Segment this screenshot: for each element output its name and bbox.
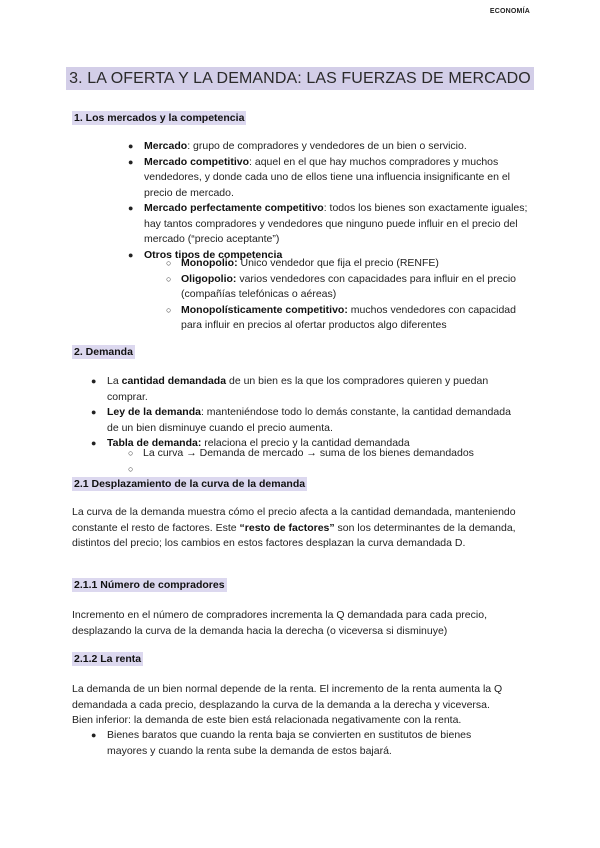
bullet-icon: ● [128, 141, 134, 151]
circle-bullet-icon: ○ [166, 304, 172, 315]
list-item [128, 462, 523, 478]
s2-list [91, 374, 517, 452]
bullet-icon: ● [91, 438, 97, 448]
bullet-icon: ● [128, 249, 134, 260]
section-heading-compradores: 2.1.1 Número de compradores [74, 579, 225, 591]
definition: Bienes baratos que cuando la renta baja se convierten en sustitutos de bienes mayores y cuando la renta sube la demanda de estos bajará. [107, 729, 472, 757]
definition: relaciona el precio y la cantidad demandada [201, 437, 410, 449]
section-heading-renta: 2.1.2 La renta [74, 653, 142, 665]
bullet-icon: ● [91, 407, 97, 417]
definition: varios vendedores con capacidades para influir en el precio (compañías telefónicas o aéreas) [181, 272, 516, 300]
term: cantidad demandada [121, 375, 227, 387]
definition: muchos vendedores con capacidad para influir en precios al ofertar productos algo diferentes [181, 303, 516, 331]
s1-sublist [166, 256, 526, 334]
definition: La curva → Demanda de mercado → suma de los bienes demandados [143, 447, 474, 459]
list-item [128, 201, 529, 248]
list-item [128, 446, 523, 462]
definition: : grupo de compradores y vendedores de un bien o servicio. [187, 140, 467, 152]
list-item [166, 256, 526, 272]
header-tag: ECONOMÍA [489, 8, 530, 15]
paragraph-compradores: Incremento en el número de compradores incrementa la Q demandada para cada precio, desplazando la curva de la demanda hacia la derecha (o viceversa si disminuye) [72, 609, 487, 637]
term: Monopolio: [181, 257, 238, 269]
term: Ley de la demanda [107, 406, 201, 418]
section-heading-desplazamiento: 2.1 Desplazamiento de la curva de la demanda [74, 478, 306, 490]
term: Oligopolio: [181, 272, 237, 285]
definition: : aquel en el que hay muchos compradores y muchos vendedores, y donde cada uno de ellos tiene una influencia insignificante en el precio de mercado. [144, 155, 511, 199]
bullet-icon: ● [91, 730, 97, 740]
list-item [91, 728, 512, 759]
definition: de un bien es la que los compradores quieren y puedan comprar. [107, 375, 489, 403]
bullet-icon: ● [128, 203, 134, 213]
bullet-icon: ● [128, 156, 134, 167]
paragraph-renta-normal: La demanda de un bien normal depende de la renta. El incremento de la renta aumenta la Q demandada a cada precio, desplazando la curva de la demanda a la derecha y viceversa. [72, 683, 503, 711]
definition: : manteniéndose todo lo demás constante, la cantidad demandada de un bien disminuye cuando el precio aumenta. [107, 406, 511, 434]
term: Otros tipos de competencia [144, 248, 283, 261]
s2-sublist [128, 446, 523, 477]
circle-bullet-icon: ○ [128, 463, 134, 474]
list-item [166, 303, 526, 334]
s1-list [128, 139, 529, 263]
section-heading-demanda: 2. Demanda [74, 346, 133, 358]
paragraph-desplazamiento: La curva de la demanda muestra cómo el precio afecta a la cantidad demandada, manteniendo constante el resto de factores. Este “resto de factores” son los determinantes de la demanda, distintos del precio; los cambios en estos factores desplazan la curva demandada D. [72, 506, 516, 549]
circle-bullet-icon: ○ [128, 448, 134, 458]
definition: Único vendedor que fija el precio (RENFE) [237, 257, 439, 269]
paragraph-bien-inferior: Bien inferior: la demanda de este bien está relacionada negativamente con la renta. [72, 714, 462, 726]
list-item [91, 405, 517, 436]
term: Mercado competitivo [144, 155, 250, 168]
circle-bullet-icon: ○ [166, 273, 172, 284]
circle-bullet-icon: ○ [166, 258, 172, 268]
definition: : todos los bienes son exactamente iguales; hay tantos compradores y vendedores que ninguno puede influir en el precio del mercado (“precio aceptante”) [144, 202, 528, 245]
page-title: 3. LA OFERTA Y LA DEMANDA: LAS FUERZAS DE MERCADO [66, 67, 534, 90]
list-item [128, 139, 529, 155]
bullet-icon: ● [91, 376, 97, 386]
title-wrap [0, 67, 600, 90]
paragraph-renta [72, 682, 532, 729]
term: Tabla de demanda: [107, 437, 202, 449]
list-item [128, 155, 529, 202]
term: Mercado [144, 140, 188, 152]
list-item [166, 272, 526, 303]
term: Mercado perfectamente competitivo [144, 202, 324, 214]
s212-list [91, 728, 512, 759]
section-heading-mercados: 1. Los mercados y la competencia [74, 112, 245, 124]
list-item: ● La cantidad demandada de un bien es la que los compradores quieren y puedan comprar. [91, 375, 489, 403]
term: Monopolísticamente competitivo: [181, 303, 348, 316]
